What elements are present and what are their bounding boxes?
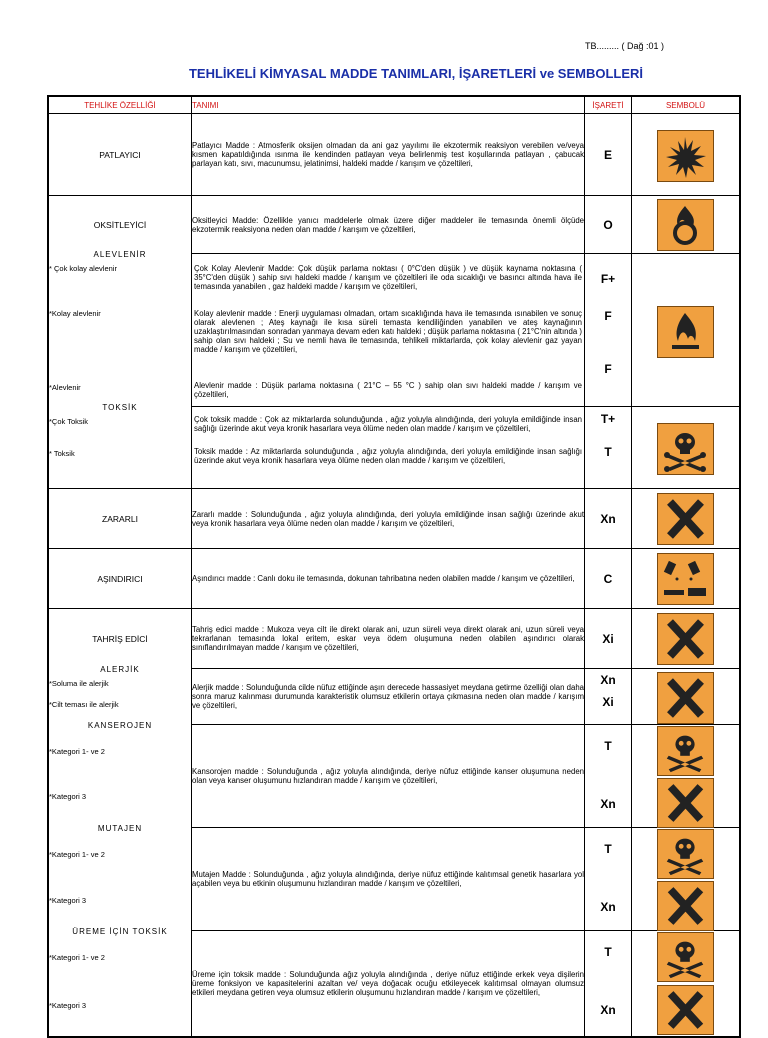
- table-row: [48, 931, 740, 1037]
- mutagen-mark-2: Xn: [600, 900, 616, 914]
- table-row: [48, 489, 740, 549]
- skull-crossbones-icon: [657, 932, 714, 982]
- mark-corrosive: C: [585, 549, 632, 609]
- toxic-def-2: Toksik madde : Az miktarlarda solunduğunda , ağız yoluyla alındığında, deri yoluyla emildiğinde insan sağlığı üzerinde akut veya kronik hasarlara veya ölüme neden olan madde / karışım ve çözeltileri,: [194, 447, 582, 465]
- header-property: TEHLİKE ÖZELLİĞİ: [48, 96, 192, 114]
- definition-toxic: [192, 407, 585, 489]
- carcinogen-header: KANSEROJEN: [49, 721, 191, 730]
- flammable-def-1: Çok Kolay Alevlenir Madde: Çok düşük parlama noktası ( 0°C'den düşük ) ve düşük kaynama noktasına ( 35°C'den düşük ) sahip sıvı haldeki madde / karışım ve çözeltileri ile oda sıcaklığı ve basıncı altında hava ile temasında yanabilen , gaz haldeki madde / karışım ve çözeltileri,: [194, 264, 582, 291]
- allergic-sub-2: *Cilt teması ile alerjik: [49, 700, 119, 709]
- flammable-sub-1: * Çok kolay alevlenir: [49, 264, 117, 273]
- symbol-flammable: [632, 254, 741, 407]
- mark-carcinogen: [585, 725, 632, 828]
- symbol-reprotoxic: [632, 931, 741, 1037]
- table-row: [48, 254, 740, 407]
- mark-allergic: [585, 669, 632, 725]
- toxic-sub-2: * Toksik: [49, 449, 75, 458]
- header-row: [48, 96, 740, 114]
- property-irritant: TAHRİŞ EDİCİ: [48, 609, 192, 669]
- toxic-mark-1: T+: [600, 412, 616, 426]
- mark-irritant: Xi: [585, 609, 632, 669]
- flammable-def-3: Alevlenir madde : Düşük parlama noktasına ( 21°C – 55 °C ) sahip olan sıvı haldeki madde / karışım ve çözeltileri,: [194, 381, 582, 399]
- property-flammable: [48, 250, 192, 407]
- symbol-carcinogen: [632, 725, 741, 828]
- toxic-def-1: Çok toksik madde : Çok az miktarlarda solunduğunda , ağız yoluyla alındığında, deri yoluyla emildiğinde insan sağlığı üzerinde akut veya kronik hasarlara veya ölüme neden olan madde / karışım ve çözeltileri,: [194, 415, 582, 433]
- symbol-explosive: [632, 114, 741, 196]
- explosion-icon: [657, 130, 714, 182]
- table-row: [48, 549, 740, 609]
- corrosion-icon: [657, 553, 714, 605]
- allergic-mark-1: Xn: [600, 673, 616, 687]
- definition-carcinogen: Kansorojen madde : Solunduğunda , ağız yoluyla alındığında, deriye nüfuz ettiğinde kanser oluşumuna neden olan veya kanser oluşumunu hızlandıran madde / karışım ve çözeltileri,: [192, 725, 585, 828]
- table-row: [48, 669, 740, 725]
- property-allergic: [48, 665, 192, 725]
- table-row: [48, 828, 740, 931]
- flame-over-circle-icon: [657, 199, 714, 251]
- toxic-sub-1: *Çok Toksik: [49, 417, 89, 426]
- saint-andrew-cross-icon: [657, 881, 714, 931]
- reprotoxic-header: ÜREME İÇİN TOKSİK: [49, 927, 191, 936]
- mark-toxic: [585, 407, 632, 489]
- header-symbol: SEMBOLÜ: [632, 96, 741, 114]
- reprotoxic-mark-2: Xn: [600, 1003, 616, 1017]
- header-mark: İŞARETİ: [585, 96, 632, 114]
- reprotoxic-mark-1: T: [604, 945, 612, 959]
- flammable-sub-3: *Alevlenir: [49, 383, 81, 392]
- skull-crossbones-icon: [657, 829, 714, 879]
- skull-crossbones-icon: [657, 423, 714, 475]
- table-row: [48, 407, 740, 489]
- carcinogen-mark-1: T: [604, 739, 612, 753]
- table-row: [48, 609, 740, 669]
- definition-oxidizing: Oksitleyici Madde: Özellikle yanıcı maddelerle olmak üzere diğer maddeler ile temasında önemli ölçüde ekzotermik reaksiyona neden olan madde / karışım ve çözeltileri,: [192, 196, 585, 254]
- reprotoxic-sub-1: *Kategori 1- ve 2: [49, 953, 105, 962]
- definition-flammable: [192, 254, 585, 407]
- document-reference: TB......... ( Dağ :01 ): [585, 41, 665, 51]
- mark-flammable: [585, 254, 632, 407]
- mutagen-sub-2: *Kategori 3: [49, 896, 87, 905]
- carcinogen-sub-1: *Kategori 1- ve 2: [49, 747, 105, 756]
- mark-reprotoxic: [585, 931, 632, 1037]
- definition-irritant: Tahriş edici madde : Mukoza veya cilt ile direkt olarak ani, uzun süreli veya direkt olarak ani, uzun süreli veya tekrarlanan temasında lokal eritem, eskar veya ödem oluşumuna neden olabilen aşındırıcı olarak sınıflandırılmayan madde / karışım ve çözeltileri,: [192, 609, 585, 669]
- skull-crossbones-icon: [657, 726, 714, 776]
- page-title: TEHLİKELİ KİMYASAL MADDE TANIMLARI, İŞARETLERİ ve SEMBOLLERİ: [188, 66, 644, 81]
- carcinogen-sub-2: *Kategori 3: [49, 792, 87, 801]
- flammable-mark-2: F: [604, 309, 612, 323]
- property-reprotoxic: [48, 927, 192, 1037]
- toxic-mark-2: T: [604, 445, 612, 459]
- saint-andrew-cross-icon: [657, 493, 714, 545]
- symbol-allergic: [632, 669, 741, 725]
- saint-andrew-cross-icon: [657, 613, 714, 665]
- flammable-sub-2: *Kolay alevlenir: [49, 309, 101, 318]
- property-explosive: PATLAYICI: [48, 114, 192, 196]
- allergic-mark-2: Xi: [602, 695, 614, 709]
- mutagen-sub-1: *Kategori 1- ve 2: [49, 850, 105, 859]
- mark-explosive: E: [585, 114, 632, 196]
- mark-mutagen: [585, 828, 632, 931]
- symbol-mutagen: [632, 828, 741, 931]
- definition-reprotoxic: Üreme için toksik madde : Solunduğunda ağız yoluyla alındığında , deriye nüfuz ettiğinde erkek veya dişilerin üreme fonksiyon ve kapasitelerini azaltan ve/ veya doğacak ocuğu etkileyecek kalıtımsal olmayan olumsuz etkileri meydana getiren veya olumsuz etkilerin oluşumunu hızlandıran madde / karışım ve çözeltileri,: [192, 931, 585, 1037]
- table-row: [48, 196, 740, 254]
- symbol-oxidizing: [632, 196, 741, 254]
- allergic-header: ALERJİK: [49, 665, 191, 674]
- toxic-header: TOKSİK: [49, 403, 191, 412]
- header-definition: TANIMI: [192, 96, 585, 114]
- property-oxidizing: OKSİTLEYİCİ: [48, 196, 192, 254]
- definition-mutagen: Mutajen Madde : Solunduğunda , ağız yoluyla alındığında, deriye nüfuz ettiğinde kalıtımsal genetik hasarlara yol açabilen veya bu etkinin oluşumunu hızlandıran madde / karışım ve çözeltileri,: [192, 828, 585, 931]
- symbol-irritant: [632, 609, 741, 669]
- carcinogen-mark-2: Xn: [600, 797, 616, 811]
- flammable-def-2: Kolay alevlenir madde : Enerji uygulaması olmadan, ortam sıcaklığında hava ile temasında ısınabilen ve sonuç olarak alevlenen ; Ateş kaynağı ile kısa süreli temasta kendiliğinden yanabilen ve ateş kaynağının uzaklaştırılmasından sonradan yanmaya devam eden katı haldeki ; düşük parlama noktasına ( 21°C'nin altında ) sahip olan sıvı haldeki ; Su ve nemli hava ile temasında, tehlikeli miktarlarda, çok kolay alevlenir gaz yayan madde / karışım ve çözeltileri,: [194, 309, 582, 354]
- flame-icon: [657, 306, 714, 358]
- flammable-header: ALEVLENİR: [49, 250, 191, 259]
- property-toxic: [48, 403, 192, 489]
- flammable-mark-1: F+: [600, 272, 616, 286]
- symbol-corrosive: [632, 549, 741, 609]
- allergic-sub-1: *Soluma ile alerjik: [49, 679, 109, 688]
- property-carcinogen: [48, 721, 192, 828]
- property-mutagen: [48, 824, 192, 931]
- symbol-toxic: [632, 407, 741, 489]
- saint-andrew-cross-icon: [657, 778, 714, 828]
- definition-corrosive: Aşındırıcı madde : Canlı doku ile temasında, dokunan tahribatına neden olabilen madde / karışım ve çözeltileri,: [192, 549, 585, 609]
- flammable-mark-3: F: [604, 362, 612, 376]
- definition-explosive: Patlayıcı Madde : Atmosferik oksijen olmadan da ani gaz yayılımı ile ekzotermik reaksiyon verebilen ve/veya kısmen kapatıldığında ısınma ile kendinden patlayan veya belirlenmiş test koşullarında patlayan , çabucak parlayan katı, sıvı, macunumsu, jelatinimsi, haldeki madde / karışım ve çözeltileri,: [192, 114, 585, 196]
- property-corrosive: AŞINDIRICI: [48, 549, 192, 609]
- mark-oxidizing: O: [585, 196, 632, 254]
- reprotoxic-sub-2: *Kategori 3: [49, 1001, 87, 1010]
- table-row: [48, 725, 740, 828]
- definition-harmful: Zararlı madde : Solunduğunda , ağız yoluyla alındığında, deri yoluyla emildiğinde insan sağlığı üzerinde akut veya kronik hasarlara veya ölüme neden olan madde / karışım ve çözeltileri,: [192, 489, 585, 549]
- mark-harmful: Xn: [585, 489, 632, 549]
- symbol-harmful: [632, 489, 741, 549]
- hazard-table: [47, 95, 741, 1038]
- property-harmful: ZARARLI: [48, 489, 192, 549]
- saint-andrew-cross-icon: [657, 985, 714, 1035]
- definition-allergic: Alerjik madde : Solunduğunda cilde nüfuz ettiğinde aşırı derecede hassasiyet meydana getirme özelliği olan daha sonra maruz kalınması durumunda karakteristik olumsuz etkilerin ortaya çıkmasına neden olan madde / karışım ve çözeltileri,: [192, 669, 585, 725]
- table-row: [48, 114, 740, 196]
- mutagen-mark-1: T: [604, 842, 612, 856]
- saint-andrew-cross-icon: [657, 672, 714, 724]
- mutagen-header: MUTAJEN: [49, 824, 191, 833]
